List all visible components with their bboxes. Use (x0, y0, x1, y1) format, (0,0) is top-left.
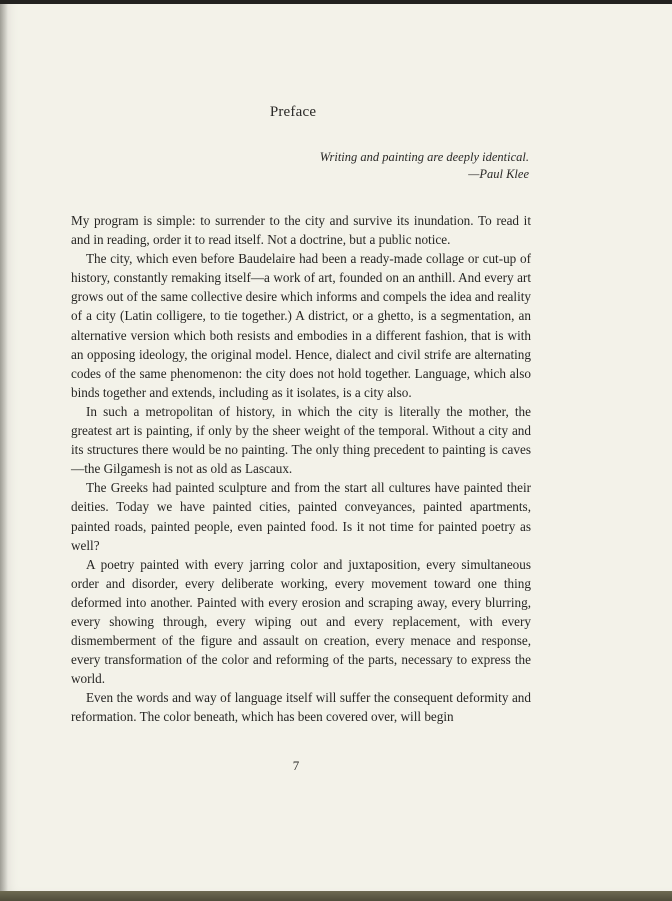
page-title: Preface (269, 104, 317, 120)
epigraph-attribution: —Paul Klee (468, 167, 529, 181)
epigraph (320, 149, 529, 183)
paragraph-6: Even the words and way of language itself will suffer the consequent deformity and reformation. The color beneath, which has been covered over, will begin (71, 690, 531, 725)
paragraph-4: The Greeks had painted sculpture and from the start all cultures have painted their deities. Today we have painted cities, painted conveyances, painted apartments, painted roads, painted people, even painted food. Is it not time for painted poetry as well? (71, 480, 531, 553)
paragraph-3: In such a metropolitan of history, in which the city is literally the mother, the greatest art is painting, if only by the sheer weight of the temporal. Without a city and its structures there would be no painting. The only thing precedent to painting is caves—the Gilgamesh is not as old as Lascaux. (71, 403, 531, 477)
page-number: 7 (292, 758, 300, 773)
paragraph-5: A poetry painted with every jarring color and juxtaposition, every simultaneous order and disorder, every deliberate working, every movement toward one thing deformed into another. Painted with every erosion and scraping away, every blurring, every showing through, every wiping out and every replacement, with every dismemberment of the figure and assault on creation, every menace and response, every transformation of the color and reforming of the parts, necessary to express the world. (71, 556, 531, 687)
epigraph-quote: Writing and painting are deeply identical. (319, 150, 529, 164)
body-text (71, 211, 531, 727)
paragraph-2: The city, which even before Baudelaire had been a ready-made collage or cut-up of history, constantly remaking itself—a work of art, founded on an anthill. And every art grows out of the same collective desire which informs and compels the idea and reality of a city (Latin colligere, to tie together.) A district, or a ghetto, is a segmentation, an alternative version which both resists and embodies in a different fashion, that is with an opposing ideology, the original model. Hence, dialect and civil strife are alternating codes of the same phenomenon: the city does not hold together. Language, which also binds together and extends, including as it isolates, is a city also. (71, 251, 531, 400)
book-cover-edge (0, 891, 672, 901)
page-top-edge (0, 0, 672, 4)
paragraph-1: My program is simple: to surrender to the city and survive its inundation. To read it and in reading, order it to read itself. Not a doctrine, but a public notice. (71, 213, 531, 248)
